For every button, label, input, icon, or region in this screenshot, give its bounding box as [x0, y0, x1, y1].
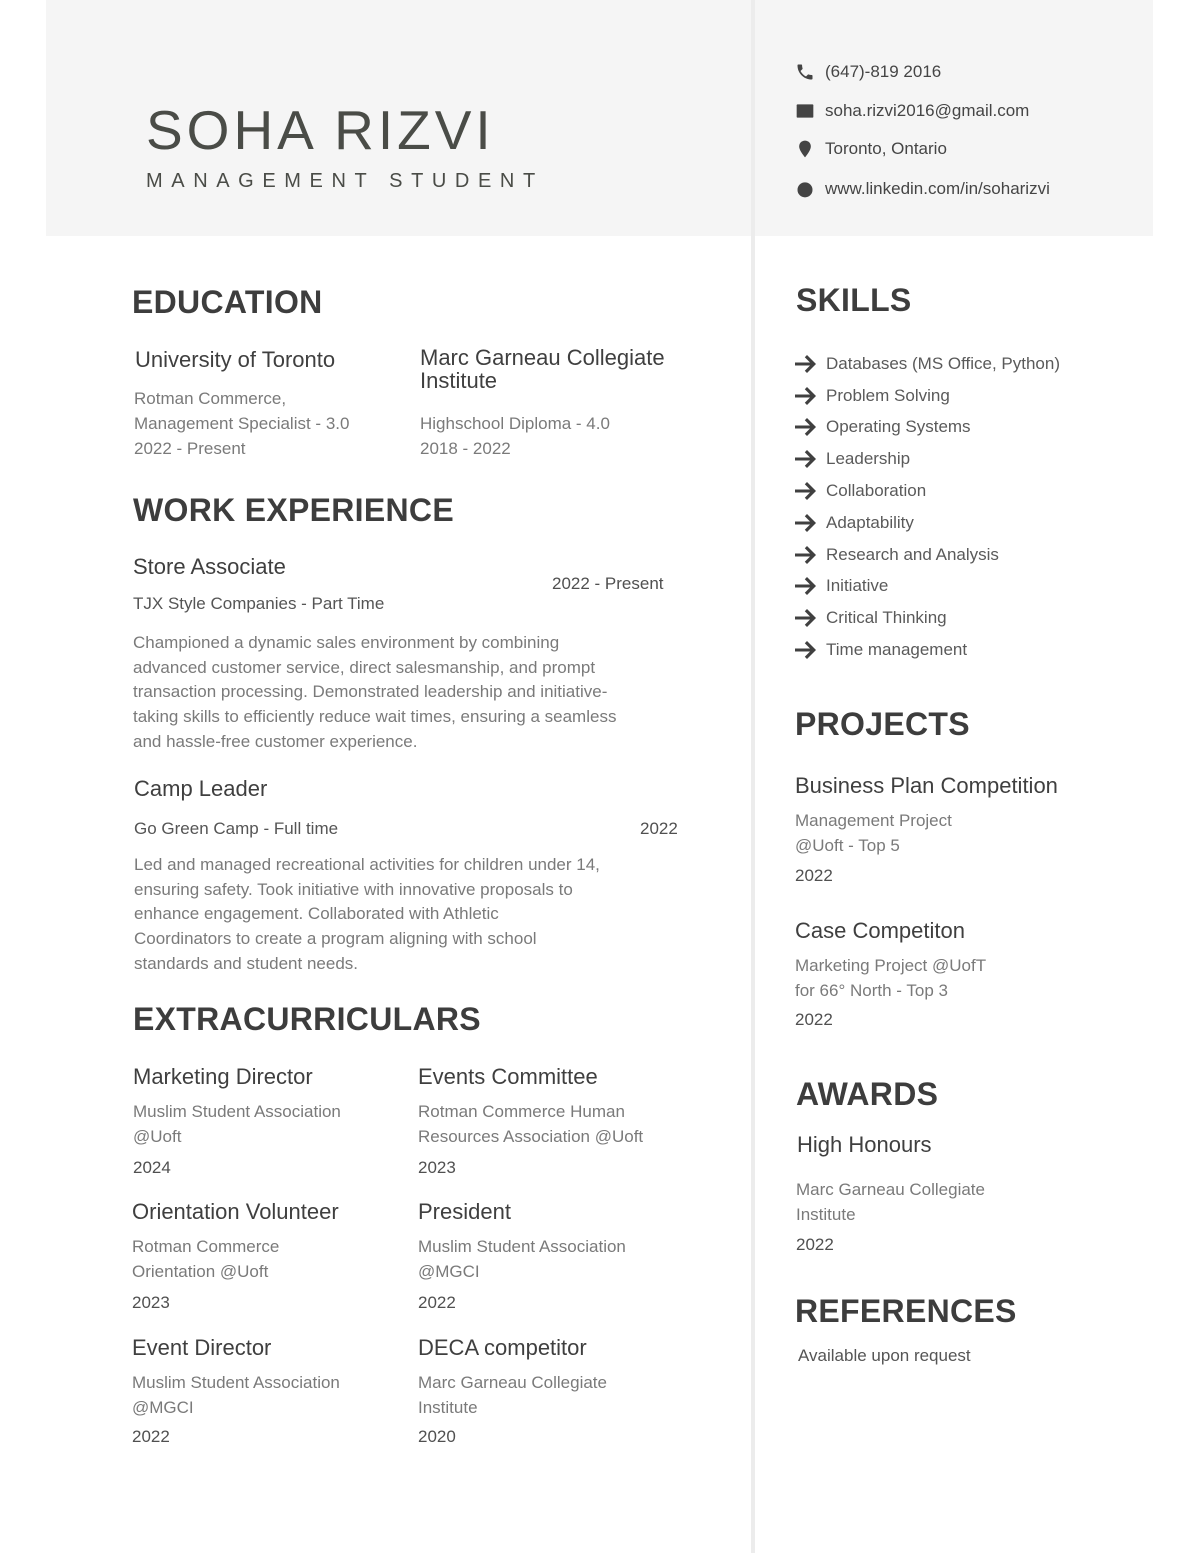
- activity-title: Marketing Director: [133, 1064, 313, 1089]
- job-dates: 2022: [640, 819, 678, 838]
- job-description: Championed a dynamic sales environment by combining advanced customer service, direct salesmanship, and prompt transaction processing. Demonstrated leadership and initiative- taking skills to efficiently reduce wait times, ensuring a seamless and hassle-free customer experience.: [133, 633, 617, 751]
- award-details: Marc Garneau Collegiate Institute: [796, 1180, 985, 1224]
- activity-year: 2023: [418, 1158, 456, 1177]
- skill-item: Time management: [794, 634, 1134, 666]
- project-details: Marketing Project @UofT for 66° North - Top 3: [795, 956, 987, 1000]
- job-dates: 2022 - Present: [552, 574, 664, 593]
- job-description: Led and managed recreational activities for children under 14, ensuring safety. Took initiative with innovative proposals to enhance engagement. Collaborated with Athletic Coordinators to create a program aligning with school standards and student needs.: [134, 855, 600, 973]
- skill-item: Collaboration: [794, 475, 1134, 507]
- activity-org: Muslim Student Association @MGCI: [418, 1237, 626, 1281]
- arrow-right-icon: [794, 386, 818, 406]
- arrow-right-icon: [794, 417, 818, 437]
- references-heading: REFERENCES: [795, 1293, 1017, 1329]
- column-divider: [751, 0, 755, 1553]
- contact-linkedin[interactable]: [794, 177, 1050, 201]
- arrow-right-icon: [794, 449, 818, 469]
- candidate-title: MANAGEMENT STUDENT: [146, 170, 544, 192]
- project-title: Case Competiton: [795, 918, 965, 943]
- education-heading: EDUCATION: [132, 284, 323, 320]
- project-year: 2022: [795, 1010, 833, 1029]
- email-icon: [794, 100, 816, 122]
- arrow-right-icon: [794, 354, 818, 374]
- activity-title: Events Committee: [418, 1064, 598, 1089]
- phone-text: (647)-819 2016: [825, 62, 942, 81]
- arrow-right-icon: [794, 608, 818, 628]
- activity-year: 2020: [418, 1427, 456, 1446]
- location-text: Toronto, Ontario: [825, 139, 947, 158]
- job-title: Camp Leader: [134, 776, 268, 801]
- job-title: Store Associate: [133, 554, 286, 579]
- activity-year: 2023: [132, 1293, 170, 1312]
- project-title: Business Plan Competition: [795, 773, 1058, 798]
- arrow-right-icon: [794, 640, 818, 660]
- skills-heading: SKILLS: [796, 282, 912, 318]
- education-details: Highschool Diploma - 4.0 2018 - 2022: [420, 414, 610, 458]
- skill-item: Databases (MS Office, Python): [794, 348, 1134, 380]
- award-title: High Honours: [797, 1132, 932, 1157]
- linkedin-link[interactable]: www.linkedin.com/in/soharizvi: [825, 179, 1050, 198]
- activity-org: Muslim Student Association @Uoft: [133, 1102, 341, 1146]
- phone-icon: [794, 61, 816, 83]
- education-details: Rotman Commerce, Management Specialist - 3.0 2022 - Present: [134, 389, 350, 458]
- arrow-right-icon: [794, 545, 818, 565]
- education-school-title: University of Toronto: [135, 347, 336, 372]
- activity-year: 2022: [132, 1427, 170, 1446]
- skill-item: Adaptability: [794, 507, 1134, 539]
- activity-year: 2022: [418, 1293, 456, 1312]
- award-year: 2022: [796, 1235, 834, 1254]
- skill-item: Operating Systems: [794, 412, 1134, 444]
- projects-heading: PROJECTS: [795, 706, 970, 742]
- contact-email: [794, 99, 1029, 123]
- email-text: soha.rizvi2016@gmail.com: [825, 101, 1030, 120]
- activity-org: Muslim Student Association @MGCI: [132, 1373, 340, 1417]
- activity-year: 2024: [133, 1158, 171, 1177]
- location-pin-icon: [794, 138, 816, 160]
- skills-list: [794, 348, 1134, 666]
- candidate-name: SOHA RIZVI: [146, 99, 495, 161]
- arrow-right-icon: [794, 481, 818, 501]
- skill-item: Initiative: [794, 571, 1134, 603]
- arrow-right-icon: [794, 576, 818, 596]
- activity-org: Marc Garneau Collegiate Institute: [418, 1373, 607, 1417]
- activity-org: Rotman Commerce Orientation @Uoft: [132, 1237, 280, 1281]
- arrow-right-icon: [794, 513, 818, 533]
- skill-item: Problem Solving: [794, 380, 1134, 412]
- activity-title: DECA competitor: [418, 1335, 587, 1360]
- job-company: Go Green Camp - Full time: [134, 819, 339, 838]
- skill-item: Leadership: [794, 443, 1134, 475]
- activity-title: Event Director: [132, 1335, 272, 1360]
- education-school-title: Marc Garneau Collegiate Institute: [420, 345, 665, 393]
- project-details: Management Project @Uoft - Top 5: [795, 811, 952, 855]
- work-heading: WORK EXPERIENCE: [133, 492, 454, 528]
- activity-title: President: [418, 1199, 511, 1224]
- extracurriculars-heading: EXTRACURRICULARS: [133, 1001, 481, 1037]
- activity-org: Rotman Commerce Human Resources Association @Uoft: [418, 1102, 644, 1146]
- contact-location: [794, 137, 947, 161]
- skill-item: Research and Analysis: [794, 539, 1134, 571]
- activity-title: Orientation Volunteer: [132, 1199, 339, 1224]
- skill-item: Critical Thinking: [794, 602, 1134, 634]
- project-year: 2022: [795, 866, 833, 885]
- references-text: Available upon request: [798, 1346, 971, 1365]
- job-company: TJX Style Companies - Part Time: [133, 594, 385, 613]
- globe-icon: [794, 178, 816, 200]
- awards-heading: AWARDS: [796, 1076, 939, 1112]
- contact-phone: [794, 60, 941, 84]
